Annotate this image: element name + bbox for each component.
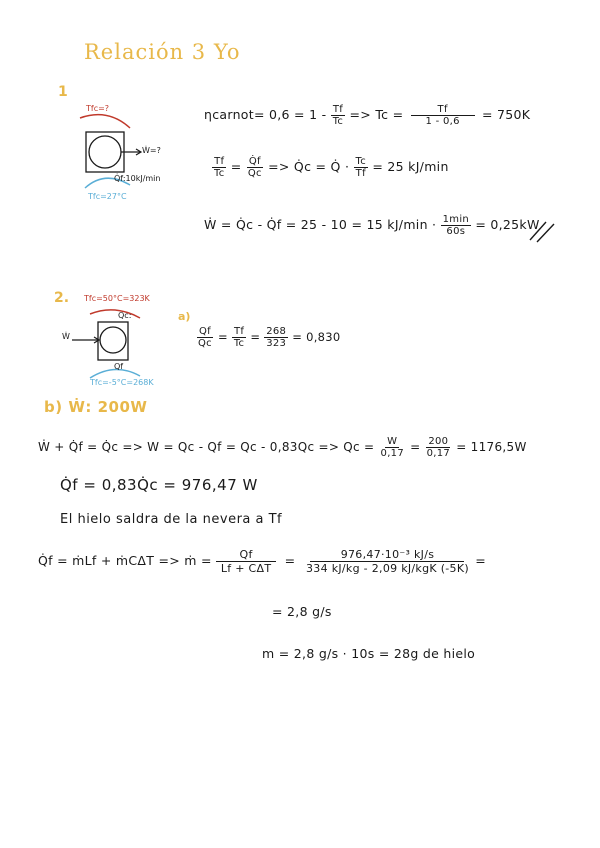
part-b-equation-5: m = 2,8 g/s · 10s = 28g de hielo [262, 646, 476, 661]
part-a-label: a) [178, 310, 191, 323]
part-b-equation-2: Q̇f = 0,83Q̇c = 976,47 W [60, 476, 258, 494]
part-b-equation-1: Ẇ + Q̇f = Q̇c => W = Qc - Qf = Qc - 0,83Qc => Qc = $\frac{W}{0,17}$ = $\frac{200}{0,17}$ = 1176,5W [38, 436, 527, 459]
q-hot-label-2: Qc: [118, 311, 132, 320]
part-b-equation-4: = 2,8 g/s [272, 604, 332, 619]
problem-2-number: 2. [54, 290, 70, 306]
work-label-1: Ẇ=? [142, 146, 161, 155]
q-cold-label-2: Qf [114, 362, 124, 371]
work-label-2: Ẇ [62, 332, 70, 341]
problem-1-number: 1 [58, 84, 68, 100]
work-equation: Ẇ = Q̇c - Q̇f = 25 - 10 = 15 kJ/min · $\frac{1\min}{60s}$ = 0,25kW [204, 214, 540, 237]
double-slash-mark [528, 220, 558, 244]
part-b-label: b) Ẇ: 200W [44, 398, 148, 416]
page-title: Relación 3 Yo [84, 40, 241, 64]
q-cold-label-1: Q̇f:10kJ/min [114, 174, 161, 183]
heat-ratio-equation: $\frac{Tf}{Tc}$ = $\frac{Q̇f}{Q̇c}$ => Q̇c = Q̇ · $\frac{Tc}{Tf}$ = 25 kJ/min [214, 156, 449, 179]
t-cold-label-1: Tfc=27°C [88, 192, 127, 201]
part-a-equation: $\frac{Qf}{Qc}$ = $\frac{Tf}{Tc}$ = $\frac{268}{323}$ = 0,830 [198, 326, 341, 349]
carnot-equation: ηcarnot= 0,6 = 1 - $\frac{Tf}{Tc}$ => Tc = $\frac{Tf}{1 - 0,6}$ = 750K [204, 104, 531, 127]
t-hot-label-2: Tfc=50°C=323K [84, 294, 150, 303]
part-b-equation-3: Q̇f = ṁLf + ṁCΔT => ṁ = $\frac{Qf}{\text{Lf + CΔT}}$ = $\frac{\text{976,47·10⁻³ kJ/s}}{\text{334 kJ/kg - 2,09 kJ/kgK (-5K)}}$ = [38, 548, 487, 575]
t-cold-label-2: Tfc=-5°C=268K [90, 378, 154, 387]
t-hot-label-1: Tfc=? [86, 104, 110, 113]
part-b-text: El hielo saldra de la nevera a Tf [60, 512, 283, 527]
